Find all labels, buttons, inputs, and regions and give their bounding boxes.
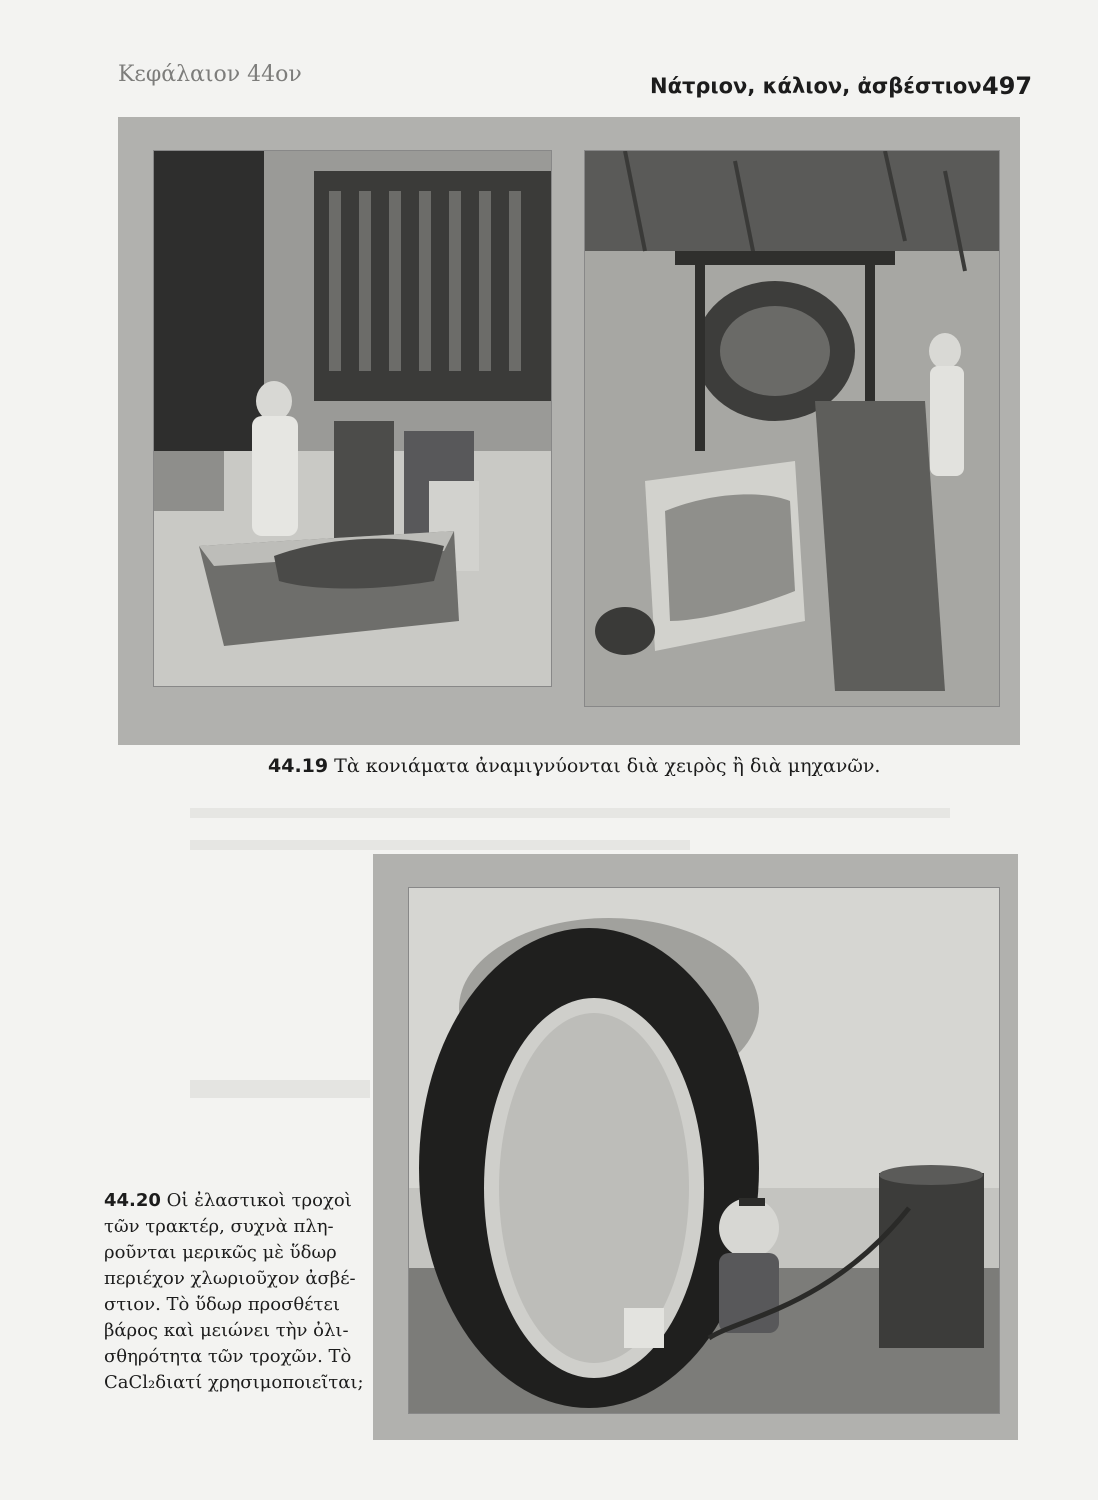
figure-number: 44.20 — [104, 1190, 161, 1211]
show-through-line — [190, 840, 690, 850]
figure-44-20-caption — [104, 1188, 364, 1396]
figure-44-19-right-photo — [584, 150, 1000, 707]
running-head-title: Νάτριον, κάλιον, ἀσβέστιον — [650, 74, 982, 98]
hand-mixing-illustration — [154, 151, 551, 686]
show-through-line — [190, 1080, 370, 1098]
caption-line: σθηρότητα τῶν τροχῶν. Τὸ — [104, 1346, 352, 1367]
machine-mixing-illustration — [585, 151, 999, 706]
caption-line: Οἱ ἐλαστικοὶ τροχοὶ — [166, 1190, 352, 1211]
caption-line: ροῦνται μερικῶς μὲ ὕδωρ — [104, 1242, 337, 1263]
caption-line: περιέχον χλωριοῦχον ἀσβέ- — [104, 1268, 356, 1289]
figure-44-19-left-photo — [153, 150, 552, 687]
running-head-chapter: Κεφάλαιον 44ον — [118, 62, 302, 87]
figure-number: 44.19 — [268, 755, 329, 777]
caption-line: βάρος καὶ μειώνει τὴν ὀλι- — [104, 1320, 349, 1341]
caption-line: CaCl₂διατί χρησιμοποιεῖται; — [104, 1372, 364, 1393]
caption-text: Τὰ κονιάματα ἀναμιγνύονται διὰ χειρὸς ἢ διὰ μηχανῶν. — [334, 755, 881, 777]
caption-line: στιον. Τὸ ὕδωρ προσθέτει — [104, 1294, 340, 1315]
show-through-line — [190, 808, 950, 818]
figure-44-19-caption — [268, 755, 880, 779]
caption-line: τῶν τρακτέρ, συχνὰ πλη- — [104, 1216, 334, 1237]
tractor-tire-illustration — [409, 888, 999, 1413]
figure-44-20-photo — [408, 887, 1000, 1414]
page-number: 497 — [982, 72, 1033, 100]
